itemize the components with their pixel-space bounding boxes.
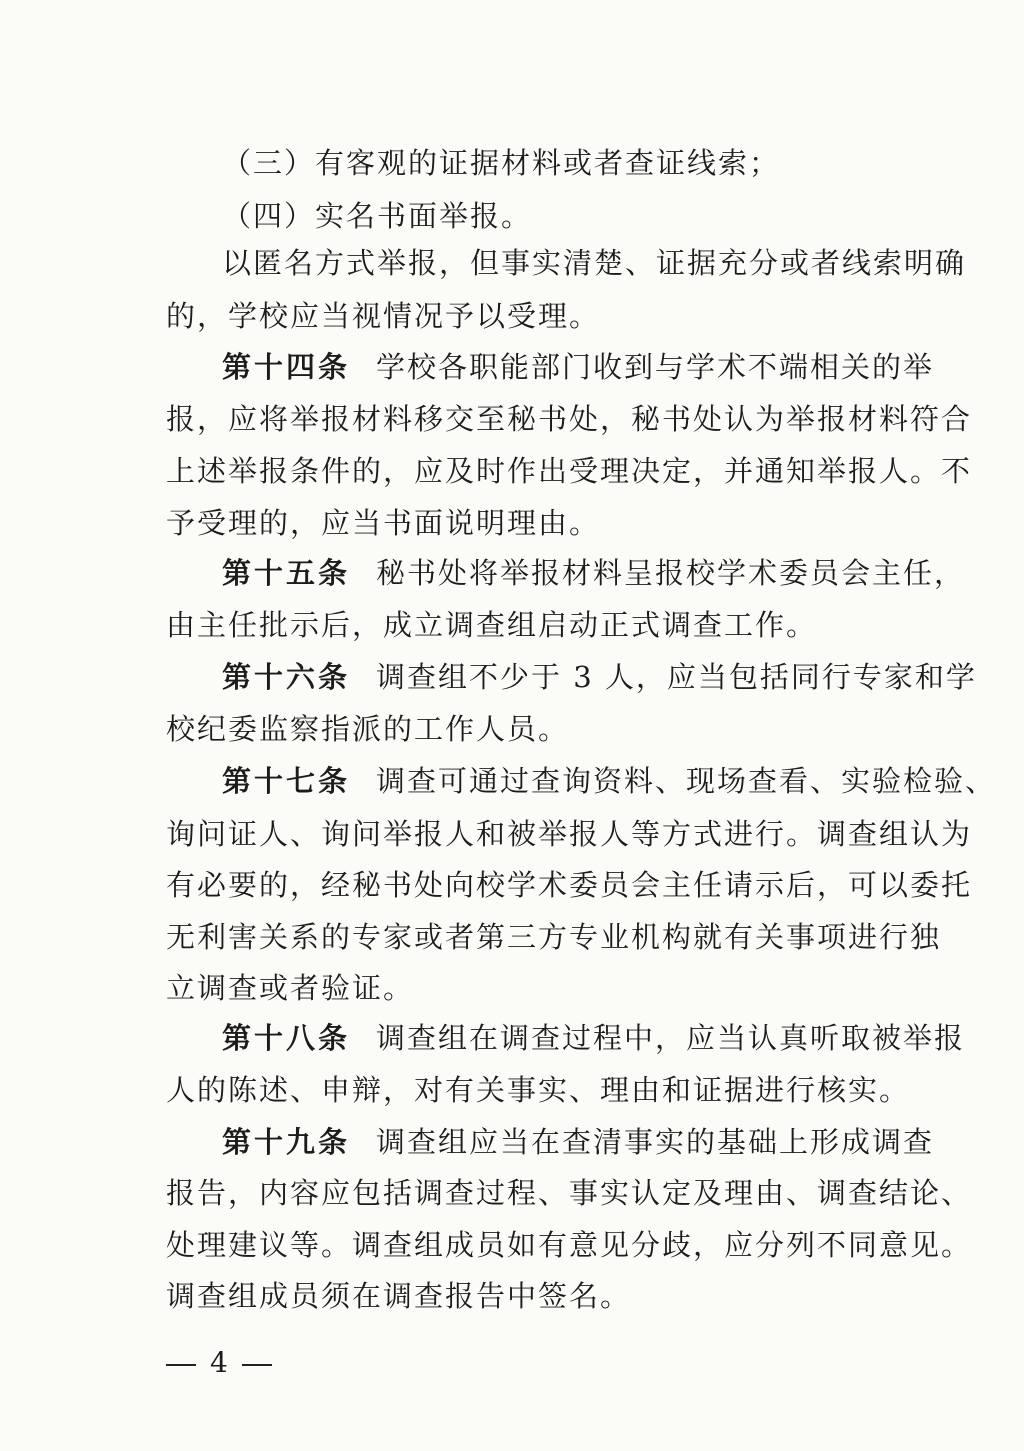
paragraph-line: 处理建议等。调查组成员如有意见分歧，应分列不同意见。 — [166, 1228, 973, 1262]
paragraph-line: 以匿名方式举报，但事实清楚、证据充分或者线索明确 — [222, 246, 967, 280]
article-heading: 第十六条 — [222, 660, 351, 694]
paragraph-line: 有必要的，经秘书处向校学术委员会主任请示后，可以委托 — [166, 868, 973, 902]
paragraph-line: 人的陈述、申辩，对有关事实、理由和证据进行核实。 — [166, 1073, 911, 1107]
article-14-first-line — [222, 347, 935, 387]
paragraph-line: 报告，内容应包括调查过程、事实认定及理由、调查结论、 — [166, 1176, 973, 1210]
article-text: 调查组在调查过程中，应当认真听取被举报 — [376, 1021, 966, 1055]
article-text: 调查组不少于 3 人，应当包括同行专家和学 — [376, 660, 977, 694]
article-16-first-line — [222, 657, 977, 697]
article-heading: 第十八条 — [222, 1021, 351, 1055]
page-number-dash — [166, 1364, 196, 1366]
article-18-first-line — [222, 1018, 966, 1058]
article-text: 调查可通过查询资料、现场查看、实验检验、 — [376, 764, 997, 798]
paragraph-line: 上述举报条件的，应及时作出受理决定，并通知举报人。不 — [166, 454, 973, 488]
paragraph-line: 由主任批示后，成立调查组启动正式调查工作。 — [166, 608, 818, 642]
paragraph-line: （三）有客观的证据材料或者查证线索； — [222, 146, 781, 180]
article-heading: 第十五条 — [222, 556, 351, 590]
paragraph-line: 询问证人、询问举报人和被举报人等方式进行。调查组认为 — [166, 817, 973, 851]
article-15-first-line — [222, 553, 966, 593]
article-heading: 第十九条 — [222, 1125, 351, 1159]
article-text: 秘书处将举报材料呈报校学术委员会主任， — [376, 556, 966, 590]
page-number — [166, 1345, 272, 1381]
page-number-dash — [242, 1364, 272, 1366]
paragraph-line: 调查组成员须在调查报告中签名。 — [166, 1279, 632, 1313]
article-heading: 第十七条 — [222, 764, 351, 798]
article-heading: 第十四条 — [222, 350, 351, 384]
paragraph-line: （四）实名书面举报。 — [222, 199, 533, 233]
paragraph-line: 校纪委监察指派的工作人员。 — [166, 712, 570, 746]
paragraph-line: 报，应将举报材料移交至秘书处，秘书处认为举报材料符合 — [166, 402, 973, 436]
page-number-value: 4 — [210, 1346, 228, 1379]
article-text: 学校各职能部门收到与学术不端相关的举 — [376, 350, 935, 384]
article-17-first-line — [222, 761, 997, 801]
paragraph-line: 无利害关系的专家或者第三方专业机构就有关事项进行独 — [166, 920, 942, 954]
paragraph-line: 立调查或者验证。 — [166, 971, 415, 1005]
article-19-first-line — [222, 1122, 935, 1162]
paragraph-line: 予受理的，应当书面说明理由。 — [166, 506, 601, 540]
paragraph-line: 的，学校应当视情况予以受理。 — [166, 299, 601, 333]
article-text: 调查组应当在查清事实的基础上形成调查 — [376, 1125, 935, 1159]
